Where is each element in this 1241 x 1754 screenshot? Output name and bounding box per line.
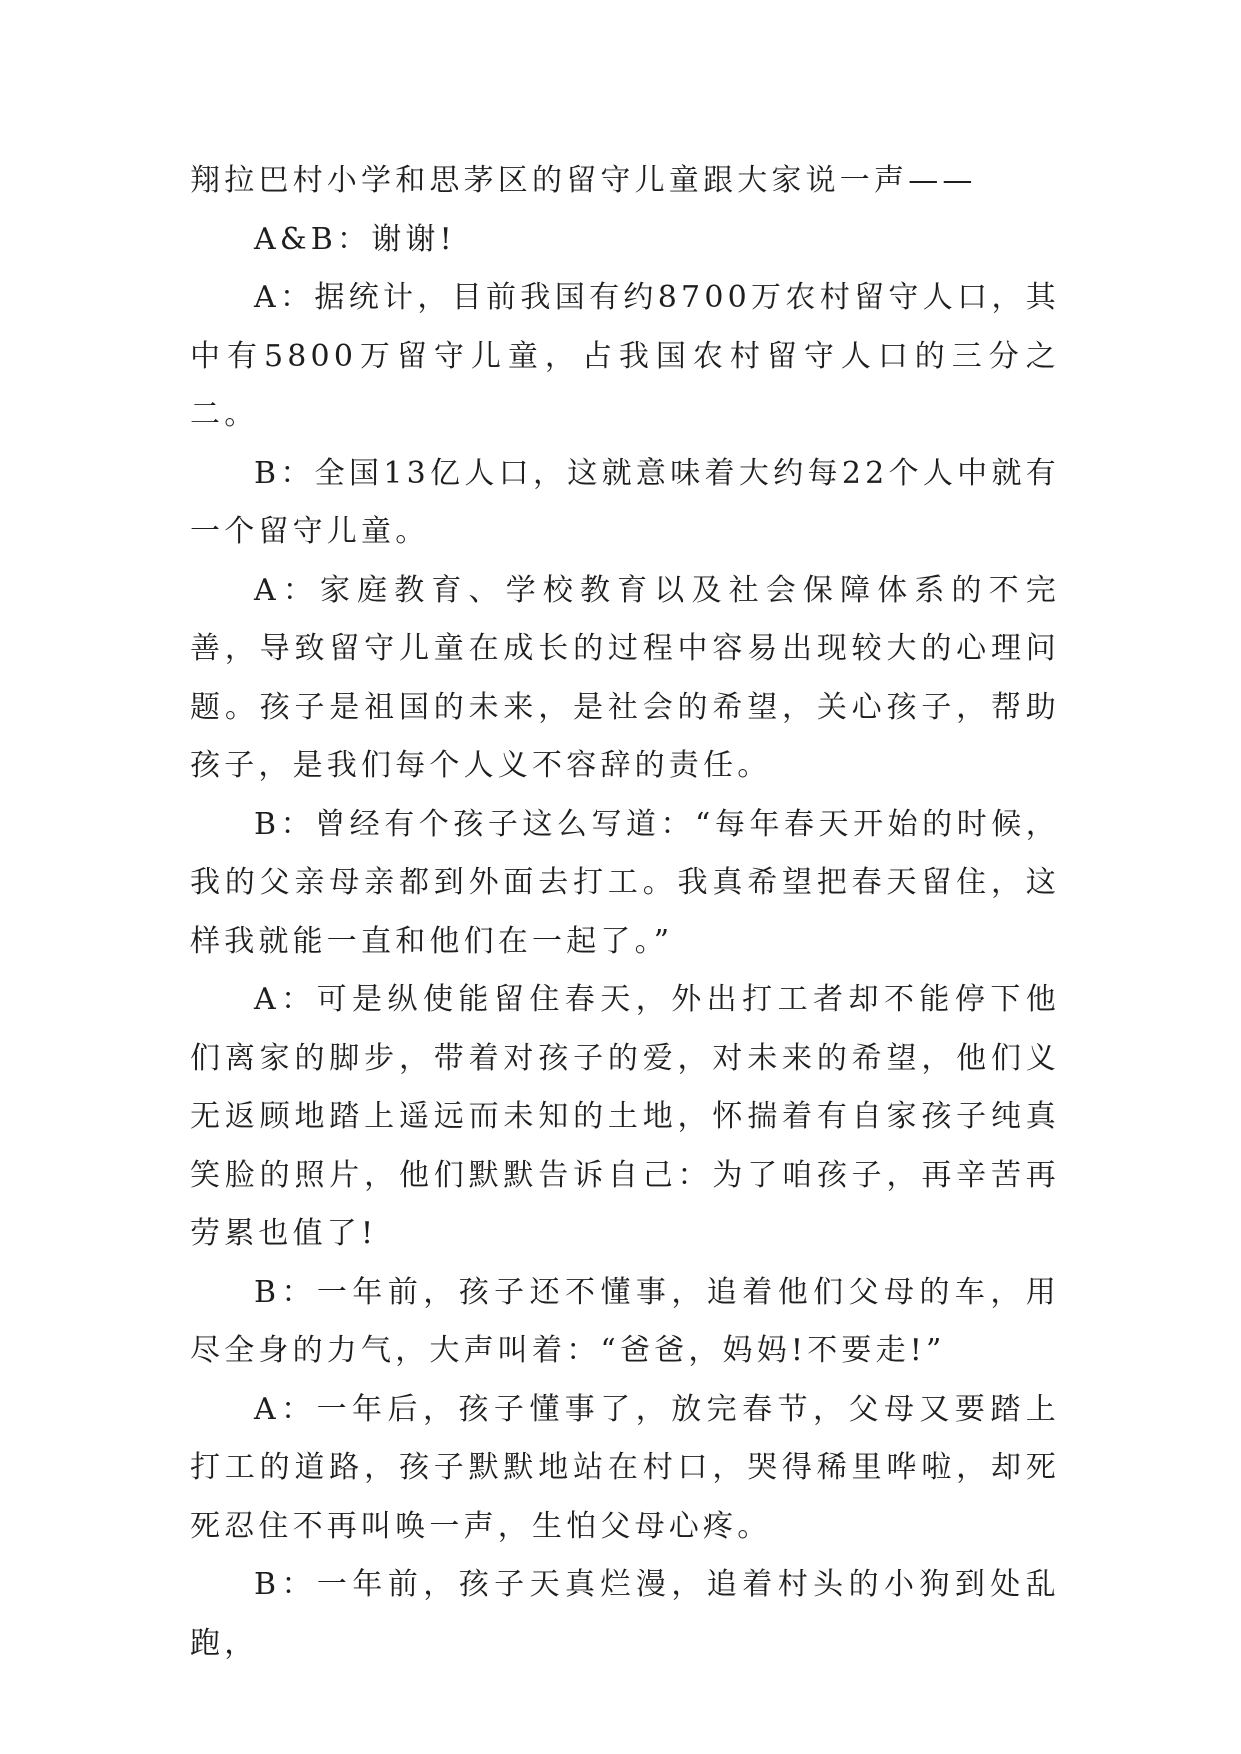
paragraph-7: A：可是纵使能留住春天，外出打工者却不能停下他们离家的脚步，带着对孩子的爱，对未来的希望，他们义无返顾地踏上遥远而未知的土地，怀揣着有自家孩子纯真笑脸的照片，他们默默告诉自己：为了咱孩子，再辛苦再劳累也值了! [190, 982, 1060, 1251]
paragraph-3: A：据统计，目前我国有约8700万农村留守人口，其中有5800万留守儿童，占我国农村留守人口的三分之二。 [190, 280, 1060, 432]
document-body [190, 152, 1060, 1673]
paragraph-5: A：家庭教育、学校教育以及社会保障体系的不完善，导致留守儿童在成长的过程中容易出现较大的心理问题。孩子是祖国的未来，是社会的希望，关心孩子，帮助孩子，是我们每个人义不容辞的责任。 [190, 572, 1060, 783]
paragraph-1: 翔拉巴村小学和思茅区的留守儿童跟大家说一声—— [190, 163, 977, 198]
paragraph-9: A：一年后，孩子懂事了，放完春节，父母又要踏上打工的道路，孩子默默地站在村口，哭得稀里哗啦，却死死忍住不再叫唤一声，生怕父母心疼。 [190, 1391, 1060, 1544]
paragraph-10: B：一年前，孩子天真烂漫，追着村头的小狗到处乱跑， [190, 1567, 1060, 1661]
paragraph-8: B：一年前，孩子还不懂事，追着他们父母的车，用尽全身的力气，大声叫着：“爸爸，妈妈!不要走!” [190, 1274, 1060, 1368]
paragraph-2: A&B：谢谢! [254, 221, 456, 257]
paragraph-4: B：全国13亿人口，这就意味着大约每22个人中就有一个留守儿童。 [190, 455, 1060, 549]
paragraph-6: B：曾经有个孩子这么写道：“每年春天开始的时候，我的父亲母亲都到外面去打工。我真希望把春天留住，这样我就能一直和他们在一起了。” [190, 806, 1060, 959]
